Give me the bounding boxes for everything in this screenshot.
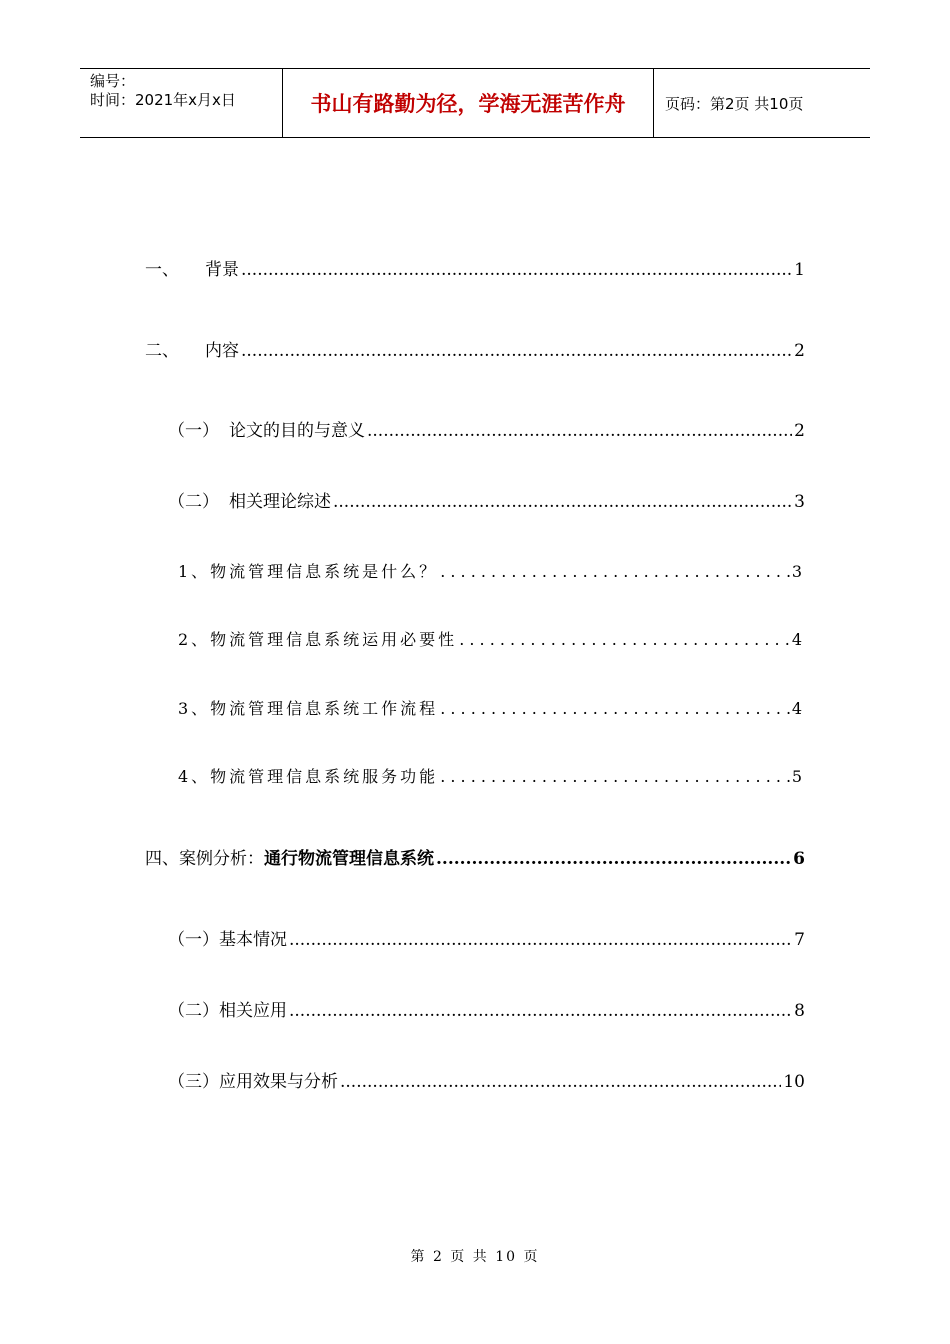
document-header [80, 68, 870, 138]
toc-number: （一） [168, 421, 219, 441]
toc-item-application[interactable] [168, 996, 805, 1021]
header-motto: 书山有路勤为径，学海无涯苦作舟 [283, 69, 654, 137]
toc-item-sub-2[interactable] [178, 627, 805, 650]
toc-leader [241, 341, 792, 361]
header-meta-cell [80, 69, 283, 137]
toc-number: 二、 [145, 341, 179, 361]
toc-title: 2、物流管理信息系统运用必要性 [178, 630, 458, 649]
toc-item-purpose[interactable] [168, 416, 805, 441]
page-footer: 第 2 页 共 10 页 [410, 1249, 540, 1265]
toc-leader [440, 699, 790, 718]
serial-label: 编号： [90, 72, 136, 90]
toc-leader [340, 1072, 781, 1092]
toc-page: 2 [794, 421, 805, 441]
toc-title: （二）相关应用 [168, 1001, 287, 1021]
toc-item-background[interactable] [145, 255, 805, 280]
toc-title: 通行物流管理信息系统 [264, 849, 434, 869]
toc-page: 4 [791, 630, 805, 649]
toc-title: 论文的目的与意义 [229, 421, 365, 441]
toc-item-theory[interactable] [168, 487, 805, 512]
toc-title: 背景 [205, 260, 239, 280]
toc-page: 1 [794, 260, 805, 280]
time-label: 时间：2021年x月x日 [90, 91, 236, 109]
header-page-info: 页码：第2页 共10页 [665, 95, 804, 113]
toc-title: （三）应用效果与分析 [168, 1072, 338, 1092]
toc-page: 4 [791, 699, 805, 718]
toc-page: 5 [791, 767, 805, 786]
toc-item-effects[interactable] [168, 1067, 805, 1092]
toc-title: 1、物流管理信息系统是什么？ [178, 562, 439, 581]
toc-leader [289, 1001, 792, 1021]
toc-title: 3、物流管理信息系统工作流程 [178, 699, 439, 718]
toc-number: 一、 [145, 260, 179, 280]
toc-page: 2 [794, 341, 805, 361]
toc-page: 10 [783, 1072, 805, 1092]
toc-leader [440, 562, 790, 581]
toc-item-case-study[interactable] [145, 844, 805, 869]
toc-leader [289, 930, 792, 950]
toc-item-sub-4[interactable] [178, 764, 805, 787]
toc-page: 8 [794, 1001, 805, 1021]
toc-leader [459, 630, 790, 649]
toc-title: 内容 [205, 341, 239, 361]
toc-number: （二） [168, 492, 219, 512]
toc-title: 4、物流管理信息系统服务功能 [178, 767, 439, 786]
toc-title: （一）基本情况 [168, 930, 287, 950]
toc-leader [436, 849, 791, 869]
toc-leader [367, 421, 792, 441]
toc-item-content[interactable] [145, 336, 805, 361]
toc-item-sub-1[interactable] [178, 559, 805, 582]
toc-page: 7 [794, 930, 805, 950]
toc-item-sub-3[interactable] [178, 696, 805, 719]
toc-page: 3 [791, 562, 805, 581]
toc-item-basic[interactable] [168, 925, 805, 950]
toc-page: 6 [793, 849, 805, 869]
toc-title: 相关理论综述 [229, 492, 331, 512]
toc-prefix: 四、案例分析： [145, 849, 264, 869]
toc-page: 3 [794, 492, 805, 512]
toc-leader [241, 260, 792, 280]
toc-leader [440, 767, 790, 786]
toc-leader [333, 492, 792, 512]
